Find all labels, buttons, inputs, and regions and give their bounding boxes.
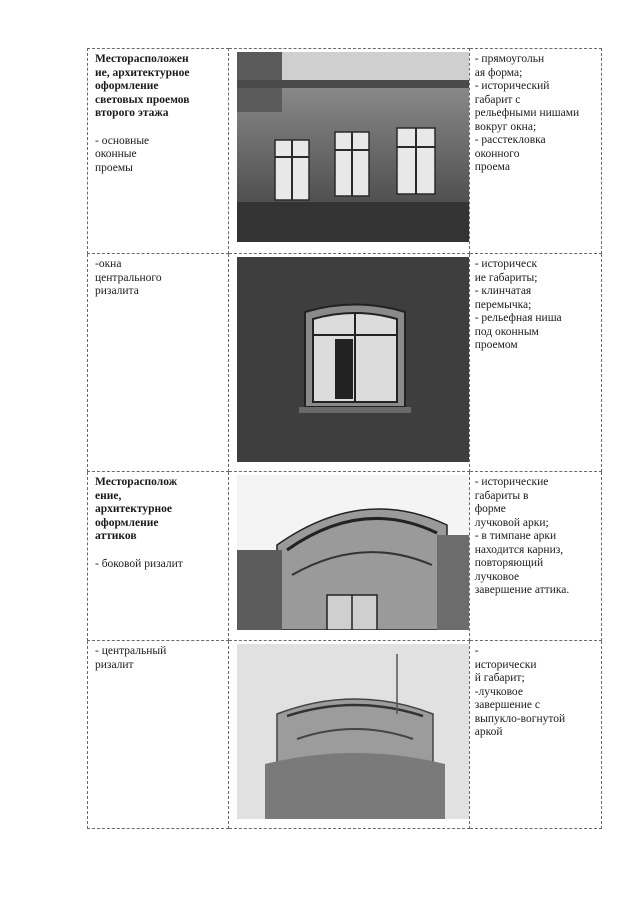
row-description: - исторически й габарит; -лучковое завершение с выпукло-вогнутой аркой	[474, 645, 566, 738]
table-row	[88, 49, 602, 254]
row-subtext: -окна центрального ризалита	[95, 258, 162, 297]
table-row	[88, 254, 602, 472]
architecture-table	[87, 48, 602, 829]
row-label-cell	[88, 254, 229, 472]
table-row	[88, 641, 602, 829]
row-description-cell	[469, 641, 601, 829]
row-subtext: - центральный ризалит	[95, 645, 167, 671]
row-heading: Месторасположен ие, архитектурное оформление световых проемов второго этажа	[95, 53, 190, 119]
side-risalit-attic-photo	[237, 475, 468, 630]
row-description-cell	[469, 472, 601, 641]
photo-cell	[229, 254, 469, 472]
photo-cell	[229, 641, 469, 829]
row-description-cell	[469, 49, 601, 254]
row-label-cell	[88, 472, 229, 641]
row-description: - исторические габариты в форме лучковой арки; - в тимпане арки находится карниз, повторяющий лучковое завершение аттика.	[474, 476, 570, 596]
row-description-cell	[469, 254, 601, 472]
row-label-cell	[88, 641, 229, 829]
row-label-cell	[88, 49, 229, 254]
photo-cell	[229, 49, 469, 254]
row-heading: Месторасполож ение, архитектурное оформление аттиков	[95, 476, 178, 542]
row-description: - историческ ие габариты; - клинчатая перемычка; - рельефная ниша под оконным проемом	[474, 258, 562, 351]
table-row	[88, 472, 602, 641]
central-risalit-attic-photo	[237, 644, 468, 819]
central-risalit-window-photo	[237, 257, 468, 462]
photo-cell	[229, 472, 469, 641]
row-description: - прямоугольн ая форма; - исторический габарит с рельефными нишами вокруг окна; - расстекловка оконного проема	[474, 53, 580, 173]
building-facade-windows-photo	[237, 52, 468, 242]
row-subtext: - боковой ризалит	[95, 557, 183, 570]
row-subtext: - основные оконные проемы	[95, 134, 150, 174]
